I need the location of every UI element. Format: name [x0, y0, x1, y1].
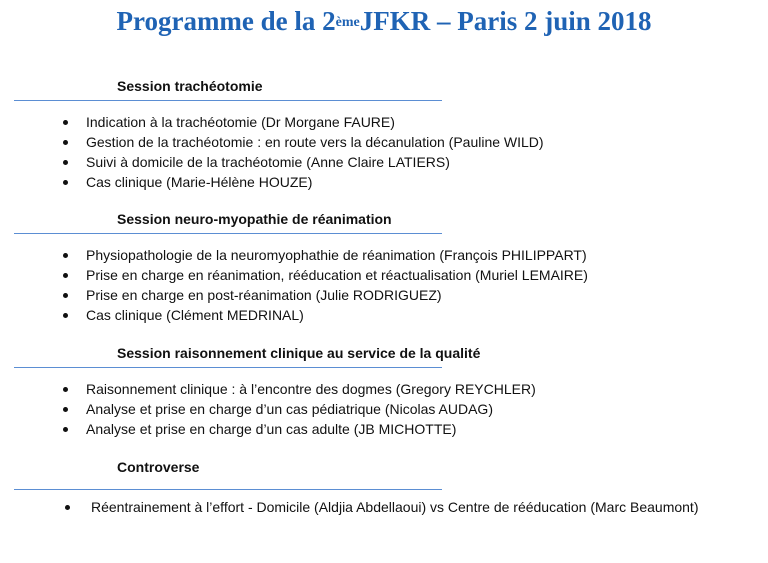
list-item-text: Cas clinique (Clément MEDRINAL) [86, 307, 304, 323]
bullet-icon [63, 160, 68, 165]
list-item-text: Analyse et prise en charge d’un cas adulte (JB MICHOTTE) [86, 421, 457, 437]
bullet-icon [63, 387, 68, 392]
title-prefix: Programme de la 2 [116, 6, 336, 36]
list-item [0, 305, 588, 325]
bullet-icon [63, 180, 68, 185]
list-item [0, 152, 544, 172]
list-item-text: Prise en charge en réanimation, rééducation et réactualisation (Muriel LEMAIRE) [86, 267, 588, 283]
list-item-text: Raisonnement clinique : à l’encontre des dogmes (Gregory REYCHLER) [86, 381, 536, 397]
section-divider [14, 367, 442, 368]
list-item-text: Cas clinique (Marie-Hélène HOUZE) [86, 174, 313, 190]
list-item-text: Suivi à domicile de la trachéotomie (Anne Claire LATIERS) [86, 154, 450, 170]
section-heading: Controverse [117, 459, 200, 475]
list-item-text: Réentrainement à l’effort - Domicile (Aldjia Abdellaoui) vs Centre de rééducation (Marc Beaumont) [91, 499, 699, 515]
list-item [0, 172, 544, 192]
bullet-icon [63, 427, 68, 432]
title-suffix: JFKR – Paris 2 juin 2018 [359, 6, 652, 36]
list-item [0, 112, 544, 132]
list-item-text: Analyse et prise en charge d’un cas pédiatrique (Nicolas AUDAG) [86, 401, 493, 417]
list-item-text: Indication à la trachéotomie (Dr Morgane FAURE) [86, 114, 395, 130]
list-item [0, 399, 536, 419]
list-item-text: Gestion de la trachéotomie : en route vers la décanulation (Pauline WILD) [86, 134, 544, 150]
section-item-list [0, 379, 536, 439]
list-item [0, 379, 536, 399]
title-superscript: ème [335, 15, 360, 30]
section-item-list [0, 112, 544, 192]
bullet-icon [63, 313, 68, 318]
page-title [0, 6, 768, 37]
list-item [0, 419, 536, 439]
section-divider [14, 489, 442, 490]
list-item [0, 285, 588, 305]
bullet-icon [63, 273, 68, 278]
bullet-icon [63, 253, 68, 258]
list-item-text: Prise en charge en post-réanimation (Julie RODRIGUEZ) [86, 287, 442, 303]
section-heading: Session raisonnement clinique au service de la qualité [117, 345, 481, 361]
section-divider [14, 233, 442, 234]
section-divider [14, 100, 442, 101]
bullet-icon [63, 120, 68, 125]
section-heading: Session trachéotomie [117, 78, 263, 94]
section-heading: Session neuro-myopathie de réanimation [117, 211, 392, 227]
bullet-icon [63, 140, 68, 145]
section-item-list [0, 497, 706, 517]
list-item [0, 245, 588, 265]
bullet-icon [63, 293, 68, 298]
bullet-icon [65, 505, 70, 510]
bullet-icon [63, 407, 68, 412]
list-item-text: Physiopathologie de la neuromyophathie de réanimation (François PHILIPPART) [86, 247, 587, 263]
list-item [0, 497, 706, 517]
list-item [0, 265, 588, 285]
section-item-list [0, 245, 588, 325]
list-item [0, 132, 544, 152]
